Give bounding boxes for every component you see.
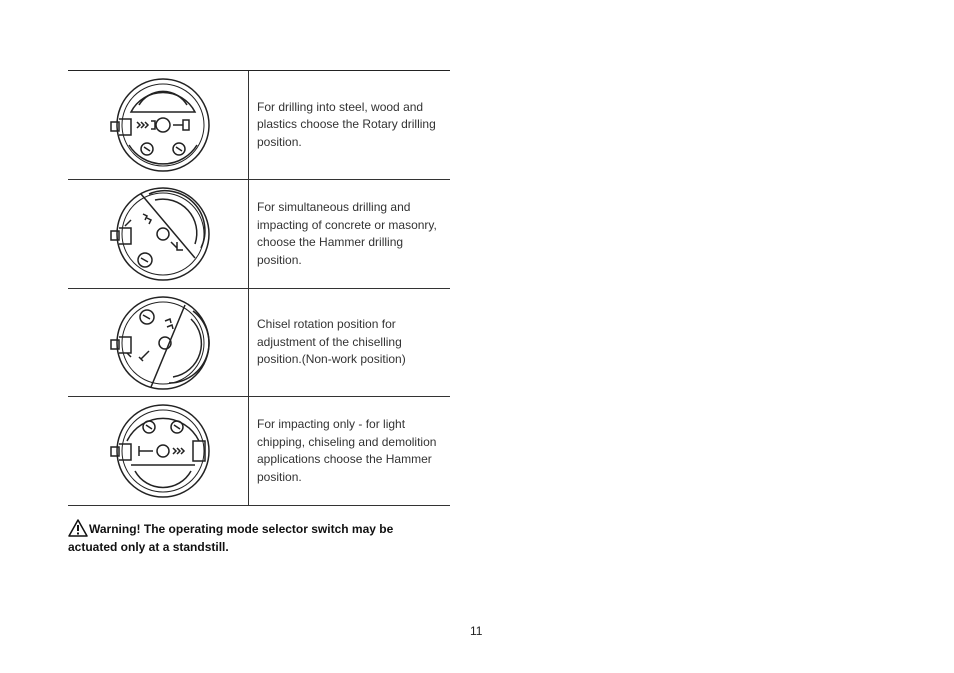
dial-cell	[68, 180, 249, 288]
warning-line-2: actuated only at a standstill.	[68, 540, 229, 554]
dial-cell	[68, 289, 249, 396]
rotary-drilling-dial-icon	[103, 77, 213, 173]
mode-description: For simultaneous drilling and impacting of concrete or masonry, choose the Hammer drilling position.	[257, 200, 437, 267]
warning-notice	[68, 519, 468, 556]
warning-line-1: Warning! The operating mode selector switch may be	[89, 522, 394, 536]
dial-cell	[68, 71, 249, 179]
mode-row-chisel-rotation	[68, 289, 450, 397]
dial-cell	[68, 397, 249, 505]
chisel-rotation-dial-icon	[103, 295, 213, 391]
hammer-only-dial-icon	[103, 403, 213, 499]
mode-selector-table	[68, 70, 450, 506]
hammer-drilling-dial-icon	[103, 186, 213, 282]
warning-triangle-icon	[68, 519, 88, 537]
mode-row-hammer-drilling	[68, 180, 450, 289]
page-number: 11	[470, 624, 483, 638]
mode-description: For impacting only - for light chipping, chiseling and demolition applications choose the Hammer position.	[257, 417, 437, 484]
mode-row-hammer-only	[68, 397, 450, 506]
mode-description: Chisel rotation position for adjustment of the chiselling position.(Non-work position)	[257, 317, 406, 367]
mode-description: For drilling into steel, wood and plastics choose the Rotary drilling position.	[257, 99, 436, 149]
mode-row-rotary-drilling	[68, 71, 450, 180]
